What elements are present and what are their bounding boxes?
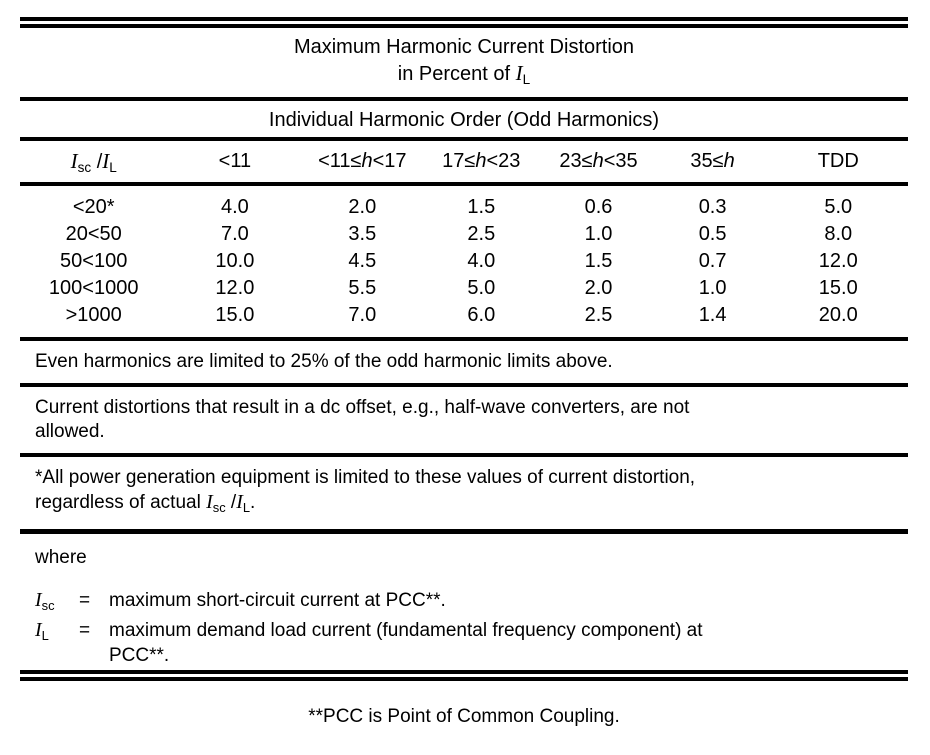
limit-cell: 1.4 xyxy=(698,304,727,326)
title-line-2 xyxy=(20,60,908,93)
text-segment: maximum demand load current (fundamental frequency component) at xyxy=(109,620,703,641)
text-segment: h xyxy=(723,150,735,172)
note-dc-offset xyxy=(20,387,908,453)
text-segment: h xyxy=(475,150,487,172)
limit-cell: 5.0 xyxy=(467,277,496,299)
table-row xyxy=(20,275,908,302)
limit-cell: 12.0 xyxy=(215,277,255,299)
limit-cell: 2.5 xyxy=(467,223,496,245)
text-line xyxy=(35,466,898,490)
text-line xyxy=(109,618,898,643)
text-segment: 17≤ xyxy=(442,150,476,172)
title-line-1: Maximum Harmonic Current Distortion xyxy=(293,36,635,58)
text-segment: <23 xyxy=(486,150,521,172)
text-line xyxy=(35,350,898,374)
text-segment: sc xyxy=(41,598,55,613)
text-segment: h xyxy=(361,150,373,172)
text-segment: sc xyxy=(212,500,226,515)
text-segment: h xyxy=(592,150,604,172)
text-segment: regardless of actual xyxy=(35,492,207,513)
text-segment: I xyxy=(515,61,523,85)
top-double-rule xyxy=(20,17,908,28)
limit-cell: 2.0 xyxy=(348,196,377,218)
text-segment: . xyxy=(250,492,256,513)
text-segment: TDD xyxy=(817,150,859,172)
equals-sign: = xyxy=(79,590,91,611)
limit-cell: 6.0 xyxy=(467,304,496,326)
text-segment: allowed. xyxy=(35,421,105,442)
text-segment: PCC**. xyxy=(109,645,170,666)
limit-cell: 10.0 xyxy=(215,250,255,272)
column-header-isc-over-il xyxy=(20,141,167,184)
where-section xyxy=(20,534,908,670)
bottom-double-rule xyxy=(20,670,908,681)
limit-cell: 8.0 xyxy=(824,223,853,245)
text-segment: L xyxy=(109,159,117,175)
table-subheader: Individual Harmonic Order (Odd Harmonics) xyxy=(268,109,660,131)
text-segment: / xyxy=(91,150,103,173)
column-header-h-lt-11 xyxy=(167,141,302,184)
text-segment: L xyxy=(522,72,531,87)
limit-cell: 7.0 xyxy=(348,304,377,326)
text-segment: L xyxy=(242,500,251,515)
table-row xyxy=(20,184,908,221)
text-segment: I xyxy=(102,148,110,173)
limit-cell: 4.0 xyxy=(220,196,249,218)
text-line xyxy=(35,490,898,520)
text-line xyxy=(109,588,898,613)
limit-cell: 5.5 xyxy=(348,277,377,299)
limit-cell: 0.6 xyxy=(584,196,613,218)
limit-cell: 7.0 xyxy=(220,223,249,245)
table-row xyxy=(20,221,908,248)
text-segment: <17 xyxy=(372,150,407,172)
where-label: where xyxy=(35,547,87,568)
limit-cell: 15.0 xyxy=(215,304,255,326)
row-label: 50<100 xyxy=(60,250,128,272)
text-segment: I xyxy=(206,491,213,513)
table-row xyxy=(20,248,908,275)
text-segment: / xyxy=(225,492,237,513)
text-segment: maximum short-circuit current at PCC**. xyxy=(109,590,446,611)
pcc-footnote: **PCC is Point of Common Coupling. xyxy=(308,706,620,727)
row-label: <20* xyxy=(72,196,115,218)
harmonic-limits-table xyxy=(20,141,908,337)
text-line xyxy=(109,643,898,668)
definition-isc-text xyxy=(109,588,898,618)
symbol-il xyxy=(35,618,79,668)
text-segment: sc xyxy=(77,159,92,175)
column-header-h-23-to-35 xyxy=(540,141,656,184)
text-line xyxy=(35,420,898,444)
column-header-h-17-to-23 xyxy=(422,141,540,184)
limit-cell: 15.0 xyxy=(818,277,858,299)
limit-cell: 1.0 xyxy=(584,223,613,245)
text-segment: *All power generation equipment is limited to these values of current distortion, xyxy=(35,467,696,488)
text-line xyxy=(35,396,898,420)
text-segment: <11 xyxy=(218,150,252,172)
text-segment: Current distortions that result in a dc offset, e.g., half-wave converters, are not xyxy=(35,397,690,418)
limit-cell: 4.5 xyxy=(348,250,377,272)
limit-cell: 0.7 xyxy=(698,250,727,272)
row-label: 20<50 xyxy=(65,223,122,245)
text-segment: I xyxy=(35,619,42,641)
limit-cell: 1.0 xyxy=(698,277,727,299)
text-segment: I xyxy=(236,491,243,513)
text-segment: <35 xyxy=(603,150,638,172)
table-header-row xyxy=(20,141,908,184)
note-even-harmonics xyxy=(20,341,908,383)
limit-cell: 3.5 xyxy=(348,223,377,245)
definition-isc xyxy=(35,588,898,618)
table-row xyxy=(20,302,908,337)
row-label: >1000 xyxy=(65,304,122,326)
limit-cell: 20.0 xyxy=(818,304,858,326)
limit-cell: 2.5 xyxy=(584,304,613,326)
limit-cell: 2.0 xyxy=(584,277,613,299)
definition-il-text xyxy=(109,618,898,668)
harmonic-distortion-table xyxy=(20,17,908,729)
text-segment: Even harmonics are limited to 25% of the odd harmonic limits above. xyxy=(35,351,613,372)
definition-il xyxy=(35,618,898,668)
column-header-h-11-to-17 xyxy=(302,141,422,184)
table-body xyxy=(20,184,908,337)
column-header-h-ge-35 xyxy=(657,141,769,184)
limit-cell: 1.5 xyxy=(584,250,613,272)
limit-cell: 5.0 xyxy=(824,196,853,218)
text-segment: I xyxy=(35,589,42,611)
text-segment: 35≤ xyxy=(690,150,724,172)
symbol-isc xyxy=(35,588,79,618)
text-segment: in Percent of xyxy=(397,63,516,85)
equals-sign: = xyxy=(79,620,91,641)
limit-cell: 12.0 xyxy=(818,250,858,272)
text-segment: L xyxy=(41,628,49,643)
text-segment: I xyxy=(70,148,78,173)
limit-cell: 0.5 xyxy=(698,223,727,245)
column-header-tdd xyxy=(769,141,908,184)
table-title xyxy=(20,28,908,97)
note-power-generation xyxy=(20,457,908,529)
row-label: 100<1000 xyxy=(48,277,139,299)
text-segment: 23≤ xyxy=(559,150,593,172)
limit-cell: 1.5 xyxy=(467,196,496,218)
limit-cell: 0.3 xyxy=(698,196,727,218)
limit-cell: 4.0 xyxy=(467,250,496,272)
text-segment: <11≤ xyxy=(318,150,362,172)
